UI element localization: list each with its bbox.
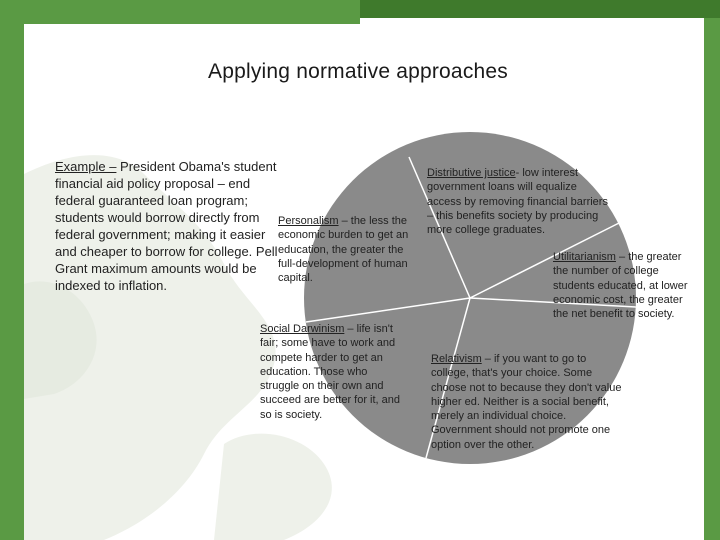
utilitarianism-text xyxy=(553,250,692,321)
example-body: President Obama's student financial aid policy proposal – end federal guaranteed loan program; students would borrow directly from federal government; making it easier and cheaper to borrow for college. Pell Grant maximum amounts would be indexed to inflation. xyxy=(55,159,278,293)
relativism-term: Relativism xyxy=(431,353,482,365)
relativism-body: – if you want to go to college, that's your choice. Some choose not to because they don't value higher ed. Neither is a social benefit, merely an individual choice. Government should not promote one option over the other. xyxy=(431,353,622,451)
social-darwinism-term: Social Darwinism xyxy=(260,323,345,335)
social-darwinism-body: – life isn't fair; some have to work and compete harder to get an education. Those who struggle on their own and succeed are better for it, and so is society. xyxy=(260,323,401,421)
example-text xyxy=(55,158,285,294)
social-darwinism-text xyxy=(260,322,406,422)
distributive-justice-term: Distributive justice xyxy=(427,167,516,179)
frame-green-right xyxy=(704,18,720,540)
distributive-justice-text xyxy=(427,166,609,237)
slide-canvas xyxy=(24,24,692,540)
example-label: Example – xyxy=(55,159,117,174)
frame-green-top-bar xyxy=(360,0,720,18)
relativism-text xyxy=(431,352,627,452)
utilitarianism-term: Utilitarianism xyxy=(553,251,616,263)
personalism-body: – the less the economic burden to get an education, the greater the full-development of human capital. xyxy=(278,215,409,285)
distributive-justice-body: - low interest government loans will equalize access by removing financial barriers – this benefits society by producing more college graduates. xyxy=(427,167,608,237)
personalism-term: Personalism xyxy=(278,215,339,227)
personalism-text xyxy=(278,214,410,285)
utilitarianism-body: – the greater the number of college students educated, at lower economic cost, the greater the net benefit to society. xyxy=(553,251,688,321)
slide-title: Applying normative approaches xyxy=(208,60,508,83)
